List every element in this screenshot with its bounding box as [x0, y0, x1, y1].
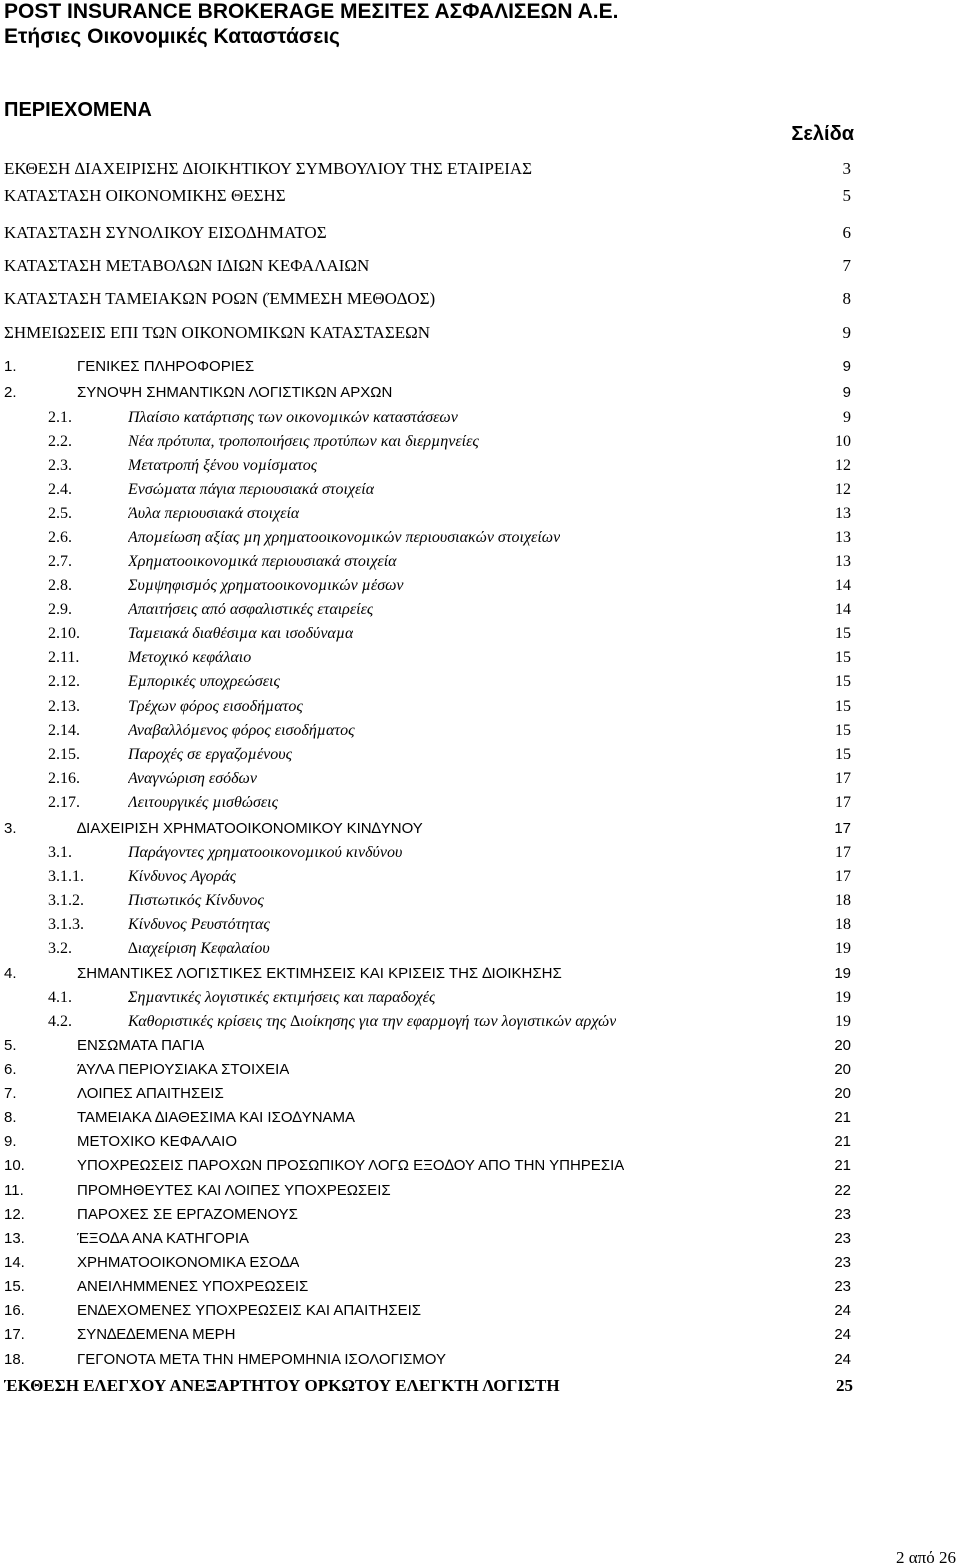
toc-entry-page: 17: [835, 794, 851, 811]
toc-entry-title: ∆ιαχείριση Κεφαλαίου: [128, 940, 270, 957]
toc-entry-title: Χρηµατοοικονοµικά περιουσιακά στοιχεία: [128, 553, 397, 570]
toc-entry[interactable]: [48, 696, 851, 718]
toc-entry-number: 2.15.: [48, 746, 80, 763]
toc-entry[interactable]: [4, 1083, 851, 1105]
toc-entry[interactable]: [48, 1011, 851, 1033]
toc-entry[interactable]: [4, 963, 851, 985]
toc-entry-number: 5.: [4, 1037, 17, 1054]
toc-entry-title: Λειτουργικές µισθώσεις: [128, 794, 279, 811]
toc-entry-page: 18: [835, 892, 851, 909]
toc-entry[interactable]: [48, 575, 851, 597]
toc-entry[interactable]: [4, 1349, 851, 1371]
toc-entry[interactable]: [48, 455, 851, 477]
toc-entry[interactable]: [4, 382, 851, 404]
toc-entry[interactable]: [48, 647, 851, 669]
toc-entry-number: 18.: [4, 1351, 25, 1368]
toc-entry-title: ΚΑΤΑΣΤΑΣΗ ΟΙΚΟΝΟΜΙΚΗΣ ΘΕΣΗΣ: [4, 186, 286, 205]
toc-entry-title: Αναγνώριση εσόδων: [128, 770, 257, 787]
toc-entry-title: ΣΗΜΕΙΩΣΕΙΣ ΕΠΙ ΤΩΝ ΟΙΚΟΝΟΜΙΚΩΝ ΚΑΤΑΣΤΑΣΕΩΝ: [4, 323, 431, 342]
toc-entry-page: 15: [835, 746, 851, 763]
toc-entry-page: 6: [842, 223, 851, 242]
toc-entry[interactable]: [4, 1059, 851, 1081]
toc-entry-page: 15: [835, 649, 851, 666]
toc-entry-number: 2.8.: [48, 577, 72, 594]
toc-entry[interactable]: [4, 1324, 851, 1346]
toc-entry-title: ∆ΙΑΧΕΙΡΙΣΗ ΧΡΗΜΑΤΟΟΙΚΟΝΟΜΙΚΟΥ ΚΙΝ∆ΥΝΟΥ: [77, 820, 423, 837]
toc-entry-title: ΣΗΜΑΝΤΙΚΕΣ ΛΟΓΙΣΤΙΚΕΣ ΕΚΤΙΜΗΣΕΙΣ ΚΑΙ ΚΡΙΣΕΙΣ ΤΗΣ ∆ΙΟΙΚΗΣΗΣ: [77, 965, 562, 982]
toc-entry-number: 2.10.: [48, 625, 80, 642]
toc-entry-page: 22: [834, 1182, 851, 1199]
toc-entry[interactable]: [4, 158, 851, 180]
toc-entry-number: 4.: [4, 965, 17, 982]
toc-entry-page: 24: [834, 1302, 851, 1319]
toc-entry[interactable]: [4, 1375, 853, 1397]
toc-entry-title: Άυλα περιουσιακά στοιχεία: [128, 505, 300, 522]
toc-entry-title: ΚΑΤΑΣΤΑΣΗ ΜΕΤΑΒΟΛΩΝ Ι∆ΙΩΝ ΚΕΦΑΛΑΙΩΝ: [4, 256, 370, 275]
toc-entry-number: 16.: [4, 1302, 25, 1319]
toc-entry-number: 2.11.: [48, 649, 80, 666]
toc-entry[interactable]: [48, 744, 851, 766]
toc-entry-page: 15: [835, 698, 851, 715]
toc-entry-number: 7.: [4, 1085, 17, 1102]
toc-entry-title: Ταµειακά διαθέσιµα και ισοδύναµα: [128, 625, 354, 642]
toc-entry-page: 9: [843, 409, 851, 426]
toc-entry-page: 20: [834, 1037, 851, 1054]
toc-entry-title: Παράγοντες χρηµατοοικονοµικού κινδύνου: [128, 844, 403, 861]
toc-entry[interactable]: [48, 527, 851, 549]
toc-entry-title: Παροχές σε εργαζοµένους: [128, 746, 293, 763]
toc-entry[interactable]: [4, 1228, 851, 1250]
toc-entry-page: 12: [835, 457, 851, 474]
toc-entry-number: 6.: [4, 1061, 17, 1078]
toc-entry-page: 19: [835, 989, 851, 1006]
toc-entry[interactable]: [4, 1107, 851, 1129]
toc-entry[interactable]: [4, 255, 851, 277]
toc-entry-page: 18: [835, 916, 851, 933]
toc-entry-number: 11.: [4, 1182, 24, 1199]
toc-entry[interactable]: [4, 1300, 851, 1322]
toc-entry-page: 15: [835, 722, 851, 739]
toc-entry-number: 3.1.1.: [48, 868, 84, 885]
toc-entry-page: 9: [842, 384, 851, 401]
toc-entry-page: 12: [835, 481, 851, 498]
toc-entry-number: 3.1.2.: [48, 892, 84, 909]
toc-entry-page: 13: [835, 553, 851, 570]
toc-entry-title: ΈΚΘΕΣΗ ΕΛΕΓΧΟΥ ΑΝΕΞΑΡΤΗΤΟΥ ΟΡΚΩΤΟΥ ΕΛΕΓΚΤΗ ΛΟΓΙΣΤΗ: [4, 1376, 560, 1395]
toc-entry[interactable]: [48, 479, 851, 501]
toc-entry[interactable]: [48, 407, 851, 429]
toc-entry-number: 2.16.: [48, 770, 80, 787]
toc-entry-number: 3.: [4, 820, 17, 837]
toc-entry-title: ΆΥΛΑ ΠΕΡΙΟΥΣΙΑΚΑ ΣΤΟΙΧΕΙΑ: [77, 1061, 290, 1078]
toc-entry-number: 14.: [4, 1254, 25, 1271]
toc-entry-page: 23: [834, 1254, 851, 1271]
toc-entry[interactable]: [48, 987, 851, 1009]
toc-entry-title: ΠΑΡΟΧΕΣ ΣΕ ΕΡΓΑΖΟΜΕΝΟΥΣ: [77, 1206, 298, 1223]
toc-entry-title: Εµπορικές υποχρεώσεις: [128, 673, 280, 690]
toc-entry-number: 2.6.: [48, 529, 72, 546]
toc-entry-title: ΜΕΤΟΧΙΚΟ ΚΕΦΑΛΑΙΟ: [77, 1133, 238, 1150]
page-column-label: Σελίδα: [791, 123, 854, 145]
toc-entry-title: ΣΥΝ∆Ε∆ΕΜΕΝΑ ΜΕΡΗ: [77, 1326, 236, 1343]
toc-entry-page: 15: [835, 625, 851, 642]
toc-entry-number: 10.: [4, 1157, 25, 1174]
toc-entry[interactable]: [48, 503, 851, 525]
toc-entry-title: ΤΑΜΕΙΑΚΑ ∆ΙΑΘΕΣΙΜΑ ΚΑΙ ΙΣΟ∆ΥΝΑΜΑ: [77, 1109, 356, 1126]
toc-entry[interactable]: [4, 818, 851, 840]
toc-entry[interactable]: [48, 599, 851, 621]
toc-entry-title: ΚΑΤΑΣΤΑΣΗ ΣΥΝΟΛΙΚΟΥ ΕΙΣΟ∆ΗΜΑΤΟΣ: [4, 223, 327, 242]
toc-entry-title: Αναβαλλόµενος φόρος εισοδήµατος: [128, 722, 355, 739]
toc-entry-page: 5: [842, 186, 851, 205]
toc-entry-title: ΚΑΤΑΣΤΑΣΗ ΤΑΜΕΙΑΚΩΝ ΡΟΩΝ (ΈΜΜΕΣΗ ΜΕΘΟ∆ΟΣ): [4, 289, 436, 308]
toc-entry-page: 13: [835, 505, 851, 522]
toc-entry-page: 9: [842, 358, 851, 375]
toc-entry[interactable]: [48, 623, 851, 645]
toc-entry-page: 15: [835, 673, 851, 690]
toc-entry-number: 2.: [4, 384, 17, 401]
toc-entry[interactable]: [48, 551, 851, 573]
toc-entry[interactable]: [4, 322, 851, 344]
toc-entry[interactable]: [4, 288, 851, 310]
toc-entry-title: ΕΚΘΕΣΗ ∆ΙΑΧΕΙΡΙΣΗΣ ∆ΙΟΙΚΗΤΙΚΟΥ ΣΥΜΒΟΥΛΙΟΥ ΤΗΣ ΕΤΑΙΡΕΙΑΣ: [4, 159, 533, 178]
toc-entry[interactable]: [48, 720, 851, 742]
toc-entry-page: 3: [842, 159, 851, 178]
toc-entry-number: 8.: [4, 1109, 17, 1126]
toc-entry[interactable]: [4, 1035, 851, 1057]
toc-entry-title: Κίνδυνος Ρευστότητας: [128, 916, 270, 933]
toc-entry-page: 14: [835, 577, 851, 594]
toc-entry-title: ΈΞΟ∆Α ΑΝΑ ΚΑΤΗΓΟΡΙΑ: [77, 1230, 250, 1247]
toc-entry-page: 19: [835, 940, 851, 957]
toc-entry-number: 2.17.: [48, 794, 80, 811]
toc-entry[interactable]: [48, 890, 851, 912]
toc-entry[interactable]: [48, 431, 851, 453]
toc-entry-page: 23: [834, 1206, 851, 1223]
toc-entry-page: 21: [834, 1157, 851, 1174]
toc-entry-title: Πλαίσιο κατάρτισης των οικονοµικών καταστάσεων: [128, 409, 458, 426]
toc-entry-page: 8: [842, 289, 851, 308]
toc-entry-title: Μετοχικό κεφάλαιο: [128, 649, 252, 666]
toc-entry-title: ΓΕΓΟΝΟΤΑ ΜΕΤΑ ΤΗΝ ΗΜΕΡΟΜΗΝΙΑ ΙΣΟΛΟΓΙΣΜΟΥ: [77, 1351, 446, 1368]
toc-entry-number: 15.: [4, 1278, 25, 1295]
toc-entry-title: ΕΝ∆ΕΧΟΜΕΝΕΣ ΥΠΟΧΡΕΩΣΕΙΣ ΚΑΙ ΑΠΑΙΤΗΣΕΙΣ: [77, 1302, 422, 1319]
toc-entry-number: 4.2.: [48, 1013, 72, 1030]
company-title: POST INSURANCE BROKERAGE ΜΕΣΙΤΕΣ ΑΣΦΑΛΙΣΕΩΝ Α.Ε.: [4, 0, 619, 23]
toc-entry[interactable]: [4, 1276, 851, 1298]
toc-entry-title: ΛΟΙΠΕΣ ΑΠΑΙΤΗΣΕΙΣ: [77, 1085, 224, 1102]
toc-entry-page: 17: [835, 844, 851, 861]
toc-entry-number: 2.1.: [48, 409, 72, 426]
toc-entry-number: 12.: [4, 1206, 25, 1223]
toc-entry[interactable]: [48, 768, 851, 790]
toc-entry-title: ΣΥΝΟΨΗ ΣΗΜΑΝΤΙΚΩΝ ΛΟΓΙΣΤΙΚΩΝ ΑΡΧΩΝ: [77, 384, 393, 401]
toc-entry-page: 17: [835, 868, 851, 885]
toc-entry-number: 2.9.: [48, 601, 72, 618]
toc-entry-title: Κίνδυνος Αγοράς: [128, 868, 237, 885]
toc-entry-page: 9: [842, 323, 851, 342]
toc-entry-number: 2.13.: [48, 698, 80, 715]
toc-entry-number: 2.7.: [48, 553, 72, 570]
toc-entry[interactable]: [4, 185, 851, 207]
toc-entry-title: Αποµείωση αξίας µη χρηµατοοικονοµικών περιουσιακών στοιχείων: [128, 529, 561, 546]
toc-entry[interactable]: [4, 1131, 851, 1153]
toc-entry[interactable]: [4, 1252, 851, 1274]
toc-entry-page: 17: [834, 820, 851, 837]
toc-entry-page: 17: [835, 770, 851, 787]
toc-entry-page: 24: [834, 1351, 851, 1368]
toc-entry-page: 23: [834, 1278, 851, 1295]
toc-entry-page: 24: [834, 1326, 851, 1343]
toc-entry-title: Πιστωτικός Κίνδυνος: [128, 892, 264, 909]
toc-entry-number: 3.1.3.: [48, 916, 84, 933]
toc-entry[interactable]: [48, 671, 851, 693]
toc-entry-number: 17.: [4, 1326, 25, 1343]
toc-entry-page: 10: [835, 433, 851, 450]
toc-entry[interactable]: [48, 938, 851, 960]
toc-entry-page: 20: [834, 1061, 851, 1078]
toc-entry-title: ΕΝΣΩΜΑΤΑ ΠΑΓΙΑ: [77, 1037, 205, 1054]
toc-heading: ΠΕΡΙΕΧΟΜΕΝΑ: [4, 99, 152, 121]
toc-entry[interactable]: [4, 1180, 851, 1202]
toc-entry-title: ΥΠΟΧΡΕΩΣΕΙΣ ΠΑΡΟΧΩΝ ΠΡΟΣΩΠΙΚΟΥ ΛΟΓΩ ΕΞΟ∆ΟΥ ΑΠΟ ΤΗΝ ΥΠΗΡΕΣΙΑ: [77, 1157, 625, 1174]
toc-entry-page: 19: [834, 965, 851, 982]
toc-entry[interactable]: [48, 842, 851, 864]
toc-entry-title: ΧΡΗΜΑΤΟΟΙΚΟΝΟΜΙΚΑ ΕΣΟ∆Α: [77, 1254, 300, 1271]
toc-entry-title: Ενσώµατα πάγια περιουσιακά στοιχεία: [128, 481, 375, 498]
toc-entry-number: 13.: [4, 1230, 25, 1247]
toc-entry-title: Απαιτήσεις από ασφαλιστικές εταιρείες: [128, 601, 374, 618]
toc-entry-title: ΠΡΟΜΗΘΕΥΤΕΣ ΚΑΙ ΛΟΙΠΕΣ ΥΠΟΧΡΕΩΣΕΙΣ: [77, 1182, 391, 1199]
toc-entry-number: 4.1.: [48, 989, 72, 1006]
toc-entry-number: 1.: [4, 358, 17, 375]
toc-entry[interactable]: [48, 866, 851, 888]
toc-entry-title: ΓΕΝΙΚΕΣ ΠΛΗΡΟΦΟΡΙΕΣ: [77, 358, 255, 375]
toc-entry-title: Νέα πρότυπα, τροποποιήσεις προτύπων και διερµηνείες: [128, 433, 479, 450]
toc-entry-page: 13: [835, 529, 851, 546]
toc-entry-number: 2.3.: [48, 457, 72, 474]
toc-entry-page: 23: [834, 1230, 851, 1247]
toc-entry-page: 21: [834, 1133, 851, 1150]
toc-entry-title: Τρέχων φόρος εισοδήµατος: [128, 698, 303, 715]
toc-entry-page: 21: [834, 1109, 851, 1126]
toc-entry-page: 25: [836, 1376, 853, 1395]
toc-entry[interactable]: [48, 914, 851, 936]
toc-entry-title: ΑΝΕΙΛΗΜΜΕΝΕΣ ΥΠΟΧΡΕΩΣΕΙΣ: [77, 1278, 309, 1295]
toc-entry[interactable]: [4, 356, 851, 378]
toc-entry-number: 2.12.: [48, 673, 80, 690]
toc-entry-number: 2.4.: [48, 481, 72, 498]
page-number-footer: 2 από 26: [896, 1548, 956, 1567]
toc-entry-title: Συµψηφισµός χρηµατοοικονοµικών µέσων: [128, 577, 404, 594]
toc-entry-number: 3.2.: [48, 940, 72, 957]
toc-entry-page: 7: [842, 256, 851, 275]
toc-entry[interactable]: [4, 1204, 851, 1226]
toc-entry-number: 3.1.: [48, 844, 72, 861]
toc-entry-title: Σηµαντικές λογιστικές εκτιµήσεις και παραδοχές: [128, 989, 436, 1006]
toc-entry-number: 2.5.: [48, 505, 72, 522]
toc-entry-page: 14: [835, 601, 851, 618]
toc-entry-title: Μετατροπή ξένου νοµίσµατος: [128, 457, 318, 474]
toc-entry-number: 9.: [4, 1133, 17, 1150]
toc-entry[interactable]: [4, 222, 851, 244]
toc-entry-page: 19: [835, 1013, 851, 1030]
toc-entry[interactable]: [48, 792, 851, 814]
toc-entry-number: 2.2.: [48, 433, 72, 450]
toc-entry-number: 2.14.: [48, 722, 80, 739]
toc-entry[interactable]: [4, 1155, 851, 1177]
toc-entry-page: 20: [834, 1085, 851, 1102]
toc-entry-title: Καθοριστικές κρίσεις της ∆ιοίκησης για την εφαρµογή των λογιστικών αρχών: [128, 1013, 617, 1030]
document-subtitle: Ετήσιες Οικονοµικές Καταστάσεις: [4, 25, 340, 48]
